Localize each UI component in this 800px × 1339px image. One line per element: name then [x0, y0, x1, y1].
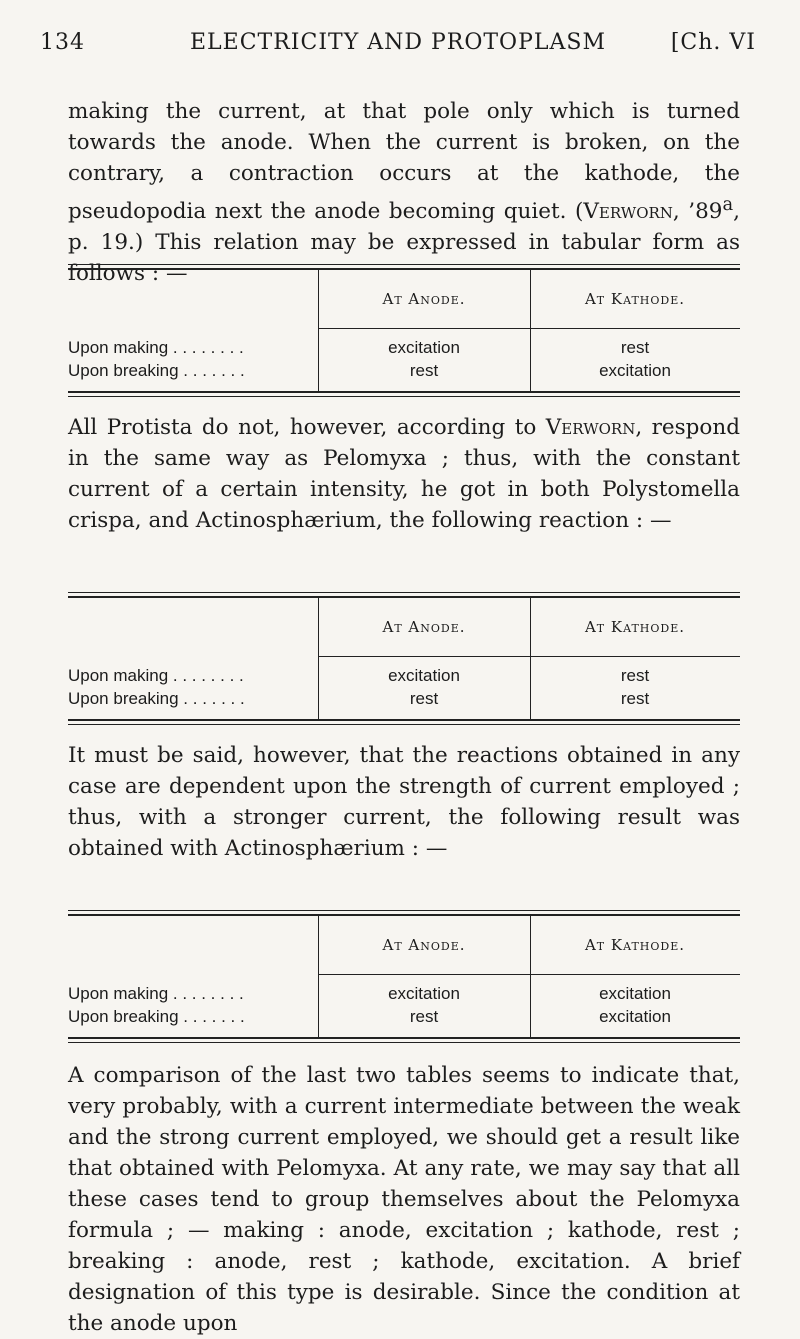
table-header-row: [68, 598, 740, 656]
table-rule: [68, 396, 740, 397]
column-header-kathode: At Kathode.: [584, 618, 686, 636]
table-row: [68, 1007, 740, 1031]
table-row: [68, 689, 740, 713]
kathode-cell: rest: [620, 338, 650, 357]
anode-cell: rest: [409, 1007, 439, 1026]
table-rule: [68, 592, 740, 593]
row-label: Upon making . . . . . . . .: [68, 666, 244, 685]
row-label: Upon breaking . . . . . . .: [68, 689, 245, 708]
table-rule: [68, 391, 740, 393]
anode-cell: rest: [409, 689, 439, 708]
kathode-cell: rest: [620, 689, 650, 708]
reaction-table-1: [68, 264, 740, 397]
row-label: Upon making . . . . . . . .: [68, 984, 244, 1003]
row-label: Upon breaking . . . . . . .: [68, 361, 245, 380]
running-header: [40, 22, 756, 62]
table-header-row: [68, 270, 740, 328]
page-number: 134: [40, 30, 85, 55]
paragraph-2: [68, 412, 740, 536]
table-rule: [68, 719, 740, 721]
chapter-label: [Ch. VI: [670, 30, 756, 55]
row-label: Upon breaking . . . . . . .: [68, 1007, 245, 1026]
reaction-table-3: [68, 910, 740, 1043]
table-rule: [68, 724, 740, 725]
paragraph-1: [68, 96, 740, 289]
column-header-anode: At Anode.: [382, 936, 466, 954]
table-row: [68, 338, 740, 362]
paragraph-text: , p. 19.) This relation may be expressed in tabular form as follows : —: [68, 199, 740, 287]
table-header-row: [68, 916, 740, 974]
table-row: [68, 984, 740, 1008]
paragraph-4: A comparison of the last two tables seems to indicate that, very probably, with a current intermediate between the weak and the strong current employed, we should get a result like that obtained with Pelomyxa. At any rate, we may say that all these cases tend to group themselves about the Pelomyxa formula ; — making : anode, excitation ; kathode, rest ; breaking : anode, rest ; kathode, excitation. A brief designation of this type is desirable. Since the condition at the anode upon: [68, 1063, 740, 1336]
table-rule: [68, 264, 740, 265]
anode-cell: excitation: [388, 666, 460, 685]
anode-cell: rest: [409, 361, 439, 380]
reaction-table-2: [68, 592, 740, 725]
column-header-anode: At Anode.: [382, 290, 466, 308]
anode-cell: excitation: [388, 984, 460, 1003]
column-header-kathode: At Kathode.: [584, 936, 686, 954]
table-rule: [68, 910, 740, 911]
column-header-anode: At Anode.: [382, 618, 466, 636]
paragraph-text: , respond in the same way as Pelomyxa ; thus, with the constant current of a certain intensity, he got in both Polystomella crispa, and Actinosphærium, the following reaction : —: [68, 415, 740, 533]
row-label: Upon making . . . . . . . .: [68, 338, 244, 357]
table-rule: [68, 1042, 740, 1043]
column-header-kathode: At Kathode.: [584, 290, 686, 308]
kathode-cell: rest: [620, 666, 650, 685]
paragraph-3: It must be said, however, that the reactions obtained in any case are dependent upon the strength of current employed ; thus, with a stronger current, the following result was obtained with Actinosphærium : —: [68, 743, 740, 861]
kathode-cell: excitation: [599, 361, 671, 380]
anode-cell: excitation: [388, 338, 460, 357]
table-rule: [68, 1037, 740, 1039]
kathode-cell: excitation: [599, 984, 671, 1003]
table-row: [68, 361, 740, 385]
running-title: ELECTRICITY AND PROTOPLASM: [190, 30, 606, 55]
author-name: Verworn: [545, 415, 636, 440]
citation-superscript: a: [722, 194, 734, 215]
citation-year: , ’89: [672, 199, 723, 225]
paragraph-text: making the current, at that pole only which is turned towards the anode. When the current is broken, on the contrary, a contraction occurs at the kathode, the pseudopodia next the anode becoming quiet. (: [68, 99, 740, 225]
kathode-cell: excitation: [599, 1007, 671, 1026]
author-name: Verworn: [583, 199, 673, 225]
table-row: [68, 666, 740, 690]
paragraph-text: All Protista do not, however, according to: [68, 415, 546, 440]
